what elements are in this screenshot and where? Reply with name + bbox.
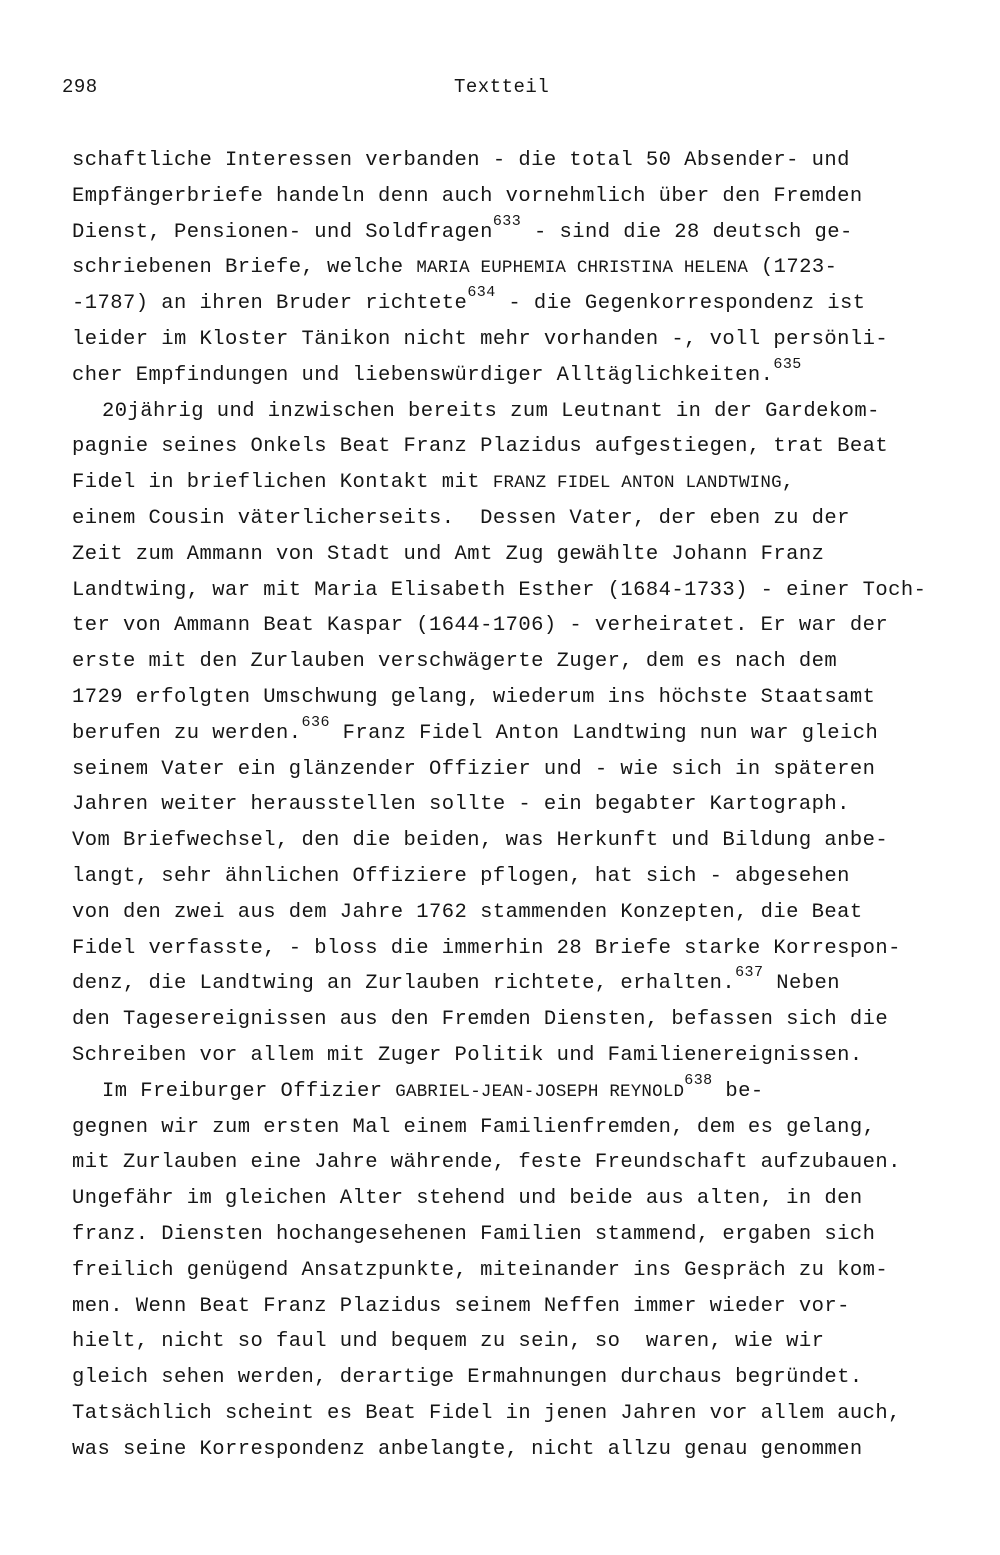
- footnote-ref: 637: [735, 964, 764, 982]
- running-title: Textteil: [454, 76, 550, 98]
- person-name: GABRIEL-JEAN-JOSEPH REYNOLD: [395, 1081, 685, 1102]
- footnote-ref: 636: [301, 713, 330, 731]
- text-line: mit Zurlauben eine Jahre währende, feste Freundschaft aufzubauen.: [72, 1151, 901, 1175]
- text-line: Vom Briefwechsel, den die beiden, was Herkunft und Bildung anbe-: [72, 829, 889, 853]
- text-line: denz, die Landtwing an Zurlauben richtete, erhalten.$^{637}$ Neben: [72, 964, 840, 996]
- person-name: FRANZ FIDEL ANTON LANDTWING: [492, 473, 782, 494]
- person-name: MARIA EUPHEMIA CHRISTINA HELENA: [416, 258, 749, 279]
- text-line: von den zwei aus dem Jahre 1762 stammenden Konzepten, die Beat: [72, 900, 863, 924]
- text-line: erste mit den Zurlauben verschwägerte Zuger, dem es nach dem: [72, 650, 838, 674]
- text-line: Landtwing, war mit Maria Elisabeth Esther (1684-1733) - einer Toch-: [72, 578, 927, 602]
- text-line: Fidel in brieflichen Kontakt mit FRANZ FIDEL ANTON LANDTWING,: [72, 471, 795, 495]
- footnote-ref: 635: [773, 355, 802, 373]
- text-line: cher Empfindungen und liebenswürdiger Alltäglichkeiten.$^{635}$: [72, 355, 802, 387]
- text-line: -1787) an ihren Bruder richtete$^{634}$ - die Gegenkorrespondenz ist: [72, 284, 866, 316]
- text-line: franz. Diensten hochangesehenen Familien stammend, ergaben sich: [72, 1222, 876, 1246]
- text-line: leider im Kloster Tänikon nicht mehr vorhanden -, voll persönli-: [72, 327, 889, 351]
- text-line: hielt, nicht so faul und bequem zu sein, so waren, wie wir: [72, 1330, 825, 1354]
- text-line: 1729 erfolgten Umschwung gelang, wiederum ins höchste Staatsamt: [72, 685, 876, 709]
- text-line: Zeit zum Ammann von Stadt und Amt Zug gewählte Johann Franz: [72, 542, 825, 566]
- text-line: gleich sehen werden, derartige Ermahnungen durchaus begründet.: [72, 1366, 863, 1390]
- text-line: 20jährig und inzwischen bereits zum Leutnant in der Gardekom-: [102, 399, 880, 423]
- text-line: schriebenen Briefe, welche MARIA EUPHEMIA CHRISTINA HELENA (1723-: [72, 256, 838, 280]
- text-line: den Tagesereignissen aus den Fremden Diensten, befassen sich die: [72, 1008, 889, 1032]
- text-line: Tatsächlich scheint es Beat Fidel in jenen Jahren vor allem auch,: [72, 1401, 901, 1425]
- footnote-ref: 638: [684, 1071, 713, 1089]
- page-number: 298: [62, 76, 98, 98]
- text-line: einem Cousin väterlicherseits. Dessen Vater, der eben zu der: [72, 506, 850, 530]
- text-line: Schreiben vor allem mit Zuger Politik und Familienereignissen.: [72, 1043, 863, 1067]
- text-line: Empfängerbriefe handeln denn auch vornehmlich über den Fremden: [72, 184, 863, 208]
- text-line: ter von Ammann Beat Kaspar (1644-1706) - verheiratet. Er war der: [72, 614, 889, 638]
- text-line: pagnie seines Onkels Beat Franz Plazidus aufgestiegen, trat Beat: [72, 435, 889, 459]
- text-line: Ungefähr im gleichen Alter stehend und beide aus alten, in den: [72, 1187, 863, 1211]
- text-line: Im Freiburger Offizier GABRIEL-JEAN-JOSEPH REYNOLD$^{638}$ be-: [102, 1071, 764, 1103]
- footnote-ref: 633: [492, 212, 522, 230]
- text-line: freilich genügend Ansatzpunkte, miteinander ins Gespräch zu kom-: [72, 1258, 889, 1282]
- text-line: gegnen wir zum ersten Mal einem Familienfremden, dem es gelang,: [72, 1115, 876, 1139]
- text-line: langt, sehr ähnlichen Offiziere pflogen, hat sich - abgesehen: [72, 864, 850, 888]
- text-line: Jahren weiter herausstellen sollte - ein begabter Kartograph.: [72, 793, 850, 817]
- text-line: schaftliche Interessen verbanden - die total 50 Absender- und: [72, 149, 850, 172]
- body-text: [72, 143, 992, 1467]
- text-line: seinem Vater ein glänzender Offizier und - wie sich in späteren: [72, 757, 876, 781]
- text-line: Fidel verfasste, - bloss die immerhin 28 Briefe starke Korrespon-: [72, 936, 901, 960]
- text-line: berufen zu werden.$^{636}$ Franz Fidel Anton Landtwing nun war gleich: [72, 713, 879, 745]
- footnote-ref: 634: [467, 284, 496, 302]
- text-line: men. Wenn Beat Franz Plazidus seinem Neffen immer wieder vor-: [72, 1294, 850, 1318]
- text-line: was seine Korrespondenz anbelangte, nicht allzu genau genommen: [72, 1437, 863, 1461]
- text-line: Dienst, Pensionen- und Soldfragen$^{633}$ - sind die 28 deutsch ge-: [72, 212, 853, 244]
